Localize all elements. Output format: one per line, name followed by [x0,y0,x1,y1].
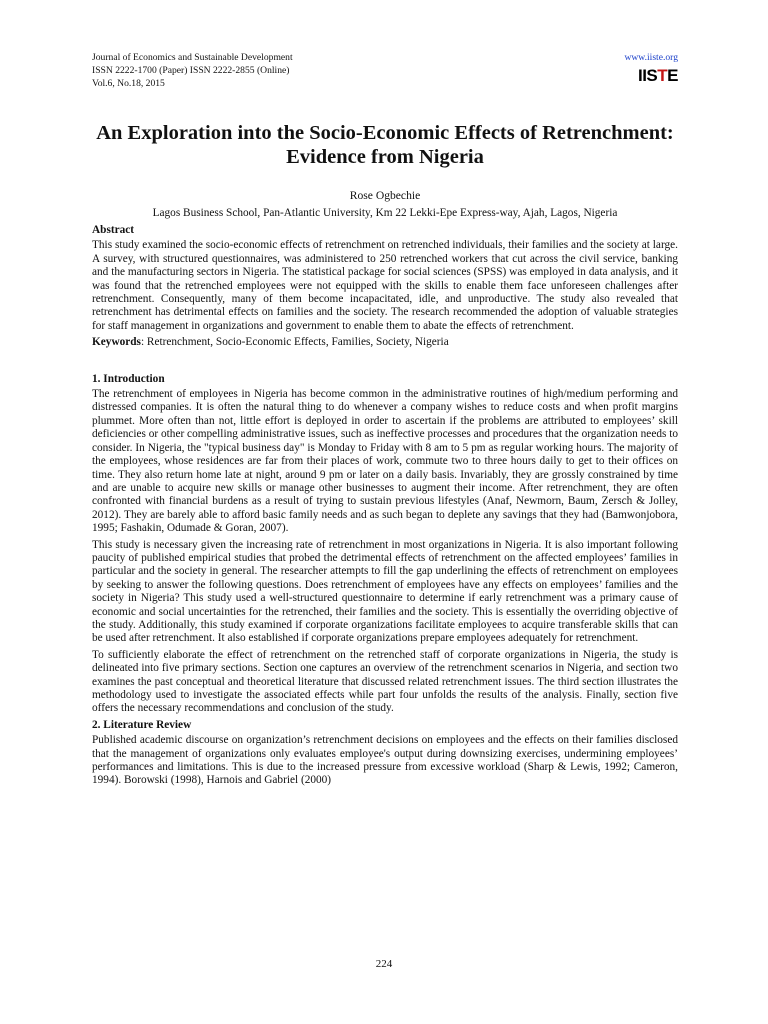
header-right [624,52,678,86]
paper-body [92,224,678,791]
intro-paragraph-3: To sufficiently elaborate the effect of retrenchment on the retrenched staff of corporate organizations in Nigeria, the study is delineated into five primary sections. Section one captures an overview of the retrenchment scenarios in Nigeria, and section two examines the past conceptual and theoretical literature that discussed related retrenchment issues. The third section illustrates the methodology used to investigate the associated effects while part four unfolds the results of the analysis. Finally, section five offers the necessary recommendations and conclusion of the study. [92,648,678,715]
iiste-logo: IISTE [637,65,678,85]
literature-paragraph-1: Published academic discourse on organization’s retrenchment decisions on employees and the effects on their families disclosed that the management of organizations only evaluates employee's output during downsizing exercises, undermining employees’ performances and limitations. This is due to the increased pressure from excessive workload (Sharp & Lewis, 1992; Cameron, 1994). Borowski (1998), Harnois and Gabriel (2000) [92,734,678,787]
journal-url-link[interactable]: www.iiste.org [624,52,678,63]
abstract-heading: Abstract [92,224,135,236]
abstract-text: This study examined the socio-economic effects of retrenchment on retrenched individuals, their families and the society at large. A survey, with structured questionnaires, was administered to 250 retrenched workers that cut across the civil service, banking and the manufacturing sectors in Nigeria. The statistical package for social sciences (SPSS) was employed in data analysis, and it was found that the retrenched employees were not equipped with the skills to enable them face unforeseen challenges after retrenchment. Consequently, many of them become incapacitated, idle, and unproductive. The study also revealed that retrenchment has detrimental effects on families and the society. The research recommended the adoption of valuable strategies for staff management in organizations and government to enable them to abate the effects of retrenchment. [92,239,678,332]
journal-issn: ISSN 2222-1700 (Paper) ISSN 2222-2855 (Online) [92,64,290,76]
journal-name: Journal of Economics and Sustainable Development [92,52,293,63]
journal-header [92,52,678,90]
section-heading-literature-review: 2. Literature Review [92,718,192,731]
journal-volume: Vol.6, No.18, 2015 [92,77,165,89]
intro-paragraph-2: This study is necessary given the increasing rate of retrenchment in most organizations in Nigeria. It is also important following paucity of published empirical studies that probed the detrimental effects of retrenchment on the affected employees’ families in particular and the society in general. The researcher attempts to fill the gap underlining the effects of retrenchment on employees by seeking to answer the following questions. Does retrenchment of employees have any effects on employees’ families and the society in Nigeria? This study used a well-structured questionnaire to determine if early retrenchment was a primary cause of economic and social uncertainties for the retrenched, their families and the society. This is essentially the overriding objective of the study. Additionally, this study examined if corporate organizations facilitate employees to acquire transferable skills that can be used after retrenchment. It also established if corporate organizations prepare employees adequately for retrenchment. [92,538,678,645]
keywords-text: : Retrenchment, Socio-Economic Effects, Families, Society, Nigeria [140,336,449,349]
intro-paragraph-1: The retrenchment of employees in Nigeria has become common in the administrative routines of high/medium performing and distressed companies. It is often the natural thing to do whenever a company wishes to reduce costs and when profit margins plummet. More often than not, little effort is deployed in order to ascertain if the problems are attributed to employees’ skill deficiencies or other compelling administrative issues, such as ineffective processes and procedures that the organization needs to consider. In Nigeria, the "typical business day" is Monday to Friday with 8 am to 5 pm as regular working hours. The majority of the employees, whose residences are far from their places of work, commute two to three hours daily to get to their offices on time. They also return home late at night, around 9 pm or later on a daily basis. Invariably, they are grossly constrained by time and are unable to acquire new skills or manage other businesses to augment their income. After retrenchment, they are often confronted with financial burdens as a result of trying to sustain previous lifestyles (Anaf, Newmorn, Baum, Zersch & Jolley, 2012). They are barely able to afford basic family needs and as such began to deplete any savings that they had (Bamwonjobora, 1995; Fashakin, Odumade & Goran, 2007). [92,388,678,535]
page-number: 224 [375,958,393,970]
paper-title [92,121,678,169]
section-heading-introduction: 1. Introduction [92,372,165,385]
author-affiliation: Lagos Business School, Pan-Atlantic University, Km 22 Lekki-Epe Express-way, Ajah, Lagos, Nigeria [152,207,618,219]
keywords [92,336,678,349]
title-line-2: Evidence from Nigeria [286,146,484,168]
keywords-label: Keywords [92,336,141,349]
spacer [92,353,678,373]
title-line-1: An Exploration into the Socio-Economic Effects of Retrenchment: [96,122,674,144]
author-name: Rose Ogbechie [349,189,421,202]
